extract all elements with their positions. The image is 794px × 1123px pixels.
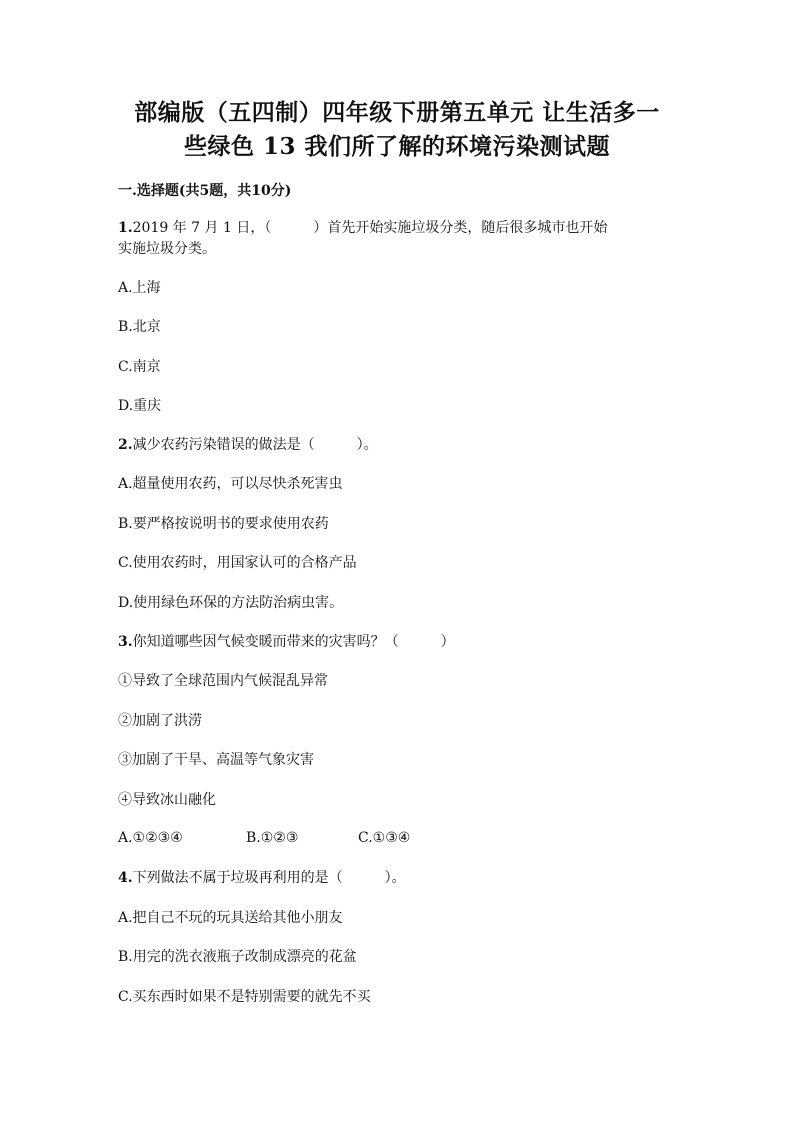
question-3-option-c: C.①③④	[358, 830, 411, 846]
question-4-text: 下列做法不属于垃圾再利用的是（ ）。	[132, 870, 406, 886]
question-3-text: 你知道哪些因气候变暖而带来的灾害吗？（ ）	[132, 634, 455, 650]
question-2-option-c: C.使用农药时，用国家认可的合格产品	[118, 555, 357, 571]
question-3-statement-3: ③加剧了干旱、高温等气象灾害	[118, 752, 314, 768]
question-1-text: 2019 年 7 月 1 日，（ ）首先开始实施垃圾分类，随后很多城市也开始	[132, 220, 608, 236]
question-3-statement-1: ①导致了全球范围内气候混乱异常	[118, 673, 328, 689]
question-3-statement-4: ④导致冰山融化	[118, 792, 216, 808]
question-3-statement-2: ②加剧了洪涝	[118, 713, 202, 729]
question-2-text: 减少农药污染错误的做法是（ ）。	[132, 437, 378, 453]
question-3-options-row	[118, 830, 410, 846]
question-1-number: 1.	[118, 220, 133, 236]
question-3-line-1	[118, 632, 455, 652]
question-1-option-b: B.北京	[118, 319, 161, 335]
question-4-number: 4.	[118, 870, 133, 886]
question-4-option-b: B.用完的洗衣液瓶子改制成漂亮的花盆	[118, 949, 357, 965]
page-title-line-1: 部编版（五四制）四年级下册第五单元 让生活多一	[134, 99, 660, 126]
question-4-line-1	[118, 868, 406, 888]
question-4-option-a: A.把自己不玩的玩具送给其他小朋友	[118, 910, 343, 926]
question-2-option-a: A.超量使用农药，可以尽快杀死害虫	[118, 476, 343, 492]
question-1-option-c: C.南京	[118, 359, 161, 375]
question-1-line-2: 实施垃圾分类。	[118, 241, 216, 257]
page-title-line-2: 些绿色 13 我们所了解的环境污染测试题	[183, 133, 611, 160]
question-1-option-d: D.重庆	[118, 398, 162, 414]
question-4-option-c: C.买东西时如果不是特别需要的就先不买	[118, 989, 371, 1005]
question-1-option-a: A.上海	[118, 280, 161, 296]
question-2-option-b: B.要严格按说明书的要求使用农药	[118, 516, 329, 532]
section-heading: 一.选择题(共5题，共10分)	[118, 183, 292, 199]
question-3-number: 3.	[118, 634, 133, 650]
question-2-line-1	[118, 435, 378, 455]
question-2-number: 2.	[118, 437, 133, 453]
question-2-option-d: D.使用绿色环保的方法防治病虫害。	[118, 595, 344, 611]
question-3-option-a: A.①②③④	[118, 830, 183, 846]
question-3-option-b: B.①②③	[246, 830, 299, 846]
question-1-line-1	[118, 218, 607, 238]
